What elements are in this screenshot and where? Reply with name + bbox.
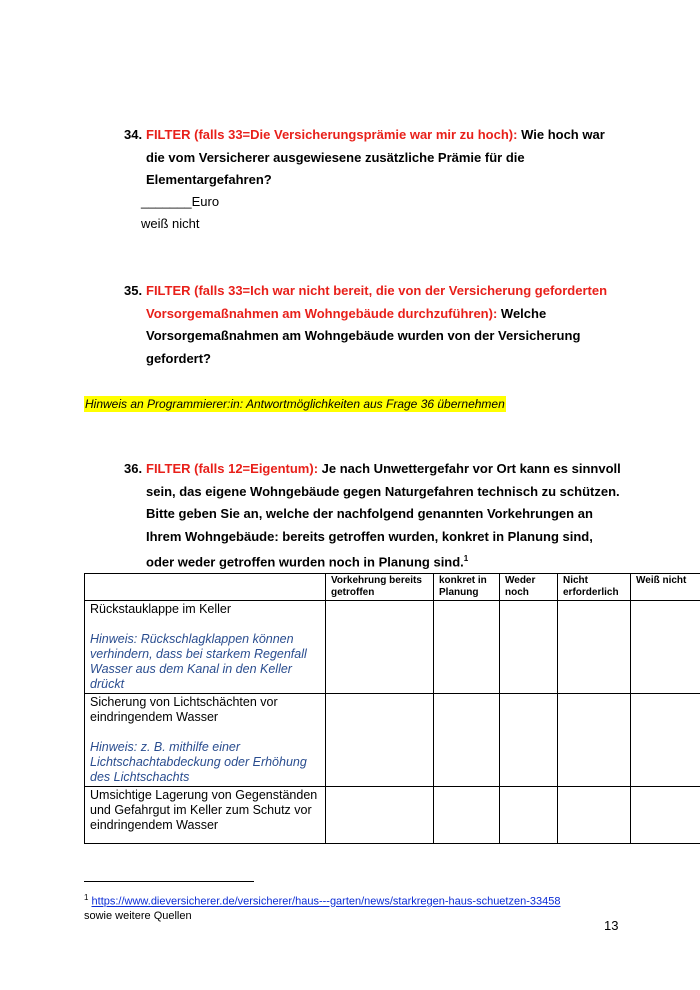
table-row: [85, 601, 700, 694]
question-35-number: 35.: [124, 283, 143, 298]
answer-cell[interactable]: [434, 694, 500, 787]
footnote-marker: 1: [84, 893, 89, 902]
answer-cell[interactable]: [500, 601, 558, 694]
header-blank: [85, 574, 326, 601]
programmer-note: Hinweis an Programmierer:in: Antwortmöglichkeiten aus Frage 36 übernehmen: [85, 397, 505, 411]
question-36: [124, 458, 624, 574]
footnote-text: sowie weitere Quellen: [84, 909, 192, 922]
answer-cell[interactable]: [326, 601, 434, 694]
row-label: Umsichtige Lagerung von Gegenständen und Gefahrgut im Keller zum Schutz vor eindringendem Wasser: [90, 788, 318, 832]
answer-cell[interactable]: [500, 787, 558, 844]
answer-dont-know[interactable]: weiß nicht: [141, 216, 200, 231]
header-planned: konkret in Planung: [434, 574, 500, 601]
table-row: [85, 787, 700, 844]
question-36-text: Je nach Unwettergefahr vor Ort kann es sinnvoll sein, das eigene Wohngebäude gegen Naturgefahren technisch zu schützen. Bitte geben Sie an, welche der nachfolgend genannten Vorkehrungen an Ihrem Wohngebäude: bereits getroffen wurden, konkret in Planung sind, oder weder getroffen wurden noch in Planung sind.: [146, 461, 621, 570]
table-row: [85, 694, 700, 787]
footnote-link[interactable]: https://www.dieversicherer.de/versicherer/haus---garten/news/starkregen-haus-schuetzen-33458: [91, 895, 561, 908]
question-36-number: 36.: [124, 461, 143, 476]
question-34-text: Wie hoch war die vom Versicherer ausgewiesene zusätzliche Prämie für die Elementargefahren?: [146, 127, 605, 187]
answer-cell[interactable]: [631, 787, 700, 844]
answer-euro-blank[interactable]: _______Euro: [141, 194, 220, 209]
header-neither: Weder noch: [500, 574, 558, 601]
answer-cell[interactable]: [500, 694, 558, 787]
row-label-cell: [85, 601, 326, 694]
answer-cell[interactable]: [434, 601, 500, 694]
header-not-required: Nicht erforderlich: [558, 574, 631, 601]
question-35-filter: FILTER (falls 33=Ich war nicht bereit, die von der Versicherung geforderten Vorsorgemaßnahmen am Wohngebäude durchzuführen):: [146, 283, 608, 321]
row-label: Sicherung von Lichtschächten vor eindringendem Wasser: [90, 695, 278, 724]
answer-cell[interactable]: [434, 787, 500, 844]
answer-cell[interactable]: [326, 787, 434, 844]
question-34: [124, 124, 614, 192]
row-label: Rückstauklappe im Keller: [90, 602, 232, 616]
page-number: 13: [604, 918, 619, 933]
question-35-text: Welche Vorsorgemaßnahmen am Wohngebäude wurden von der Versicherung gefordert?: [146, 305, 581, 366]
answer-cell[interactable]: [558, 601, 631, 694]
question-34-number: 34.: [124, 127, 143, 142]
footnote-divider: [84, 881, 254, 882]
row-label-cell: [85, 694, 326, 787]
question-35: [124, 280, 614, 370]
table-header-row: [85, 574, 700, 601]
answer-cell[interactable]: [558, 694, 631, 787]
answer-cell[interactable]: [631, 601, 700, 694]
row-label-cell: [85, 787, 326, 844]
footnote-reference: 1: [463, 554, 469, 563]
question-34-filter: FILTER (falls 33=Die Versicherungsprämie war mir zu hoch):: [146, 127, 518, 142]
answer-cell[interactable]: [558, 787, 631, 844]
answer-cell[interactable]: [326, 694, 434, 787]
measures-table: [84, 573, 700, 844]
row-hint: Hinweis: Rückschlagklappen können verhindern, dass bei starkem Regenfall Wasser aus dem Kanal in den Keller drückt: [90, 632, 307, 691]
answer-cell[interactable]: [631, 694, 700, 787]
question-36-filter: FILTER (falls 12=Eigentum):: [146, 461, 319, 476]
header-already-taken: Vorkehrung bereits getroffen: [326, 574, 434, 601]
footnote: [84, 891, 560, 923]
header-dont-know: Weiß nicht: [631, 574, 700, 601]
row-hint: Hinweis: z. B. mithilfe einer Lichtschachtabdeckung oder Erhöhung des Lichtschachts: [90, 740, 307, 784]
